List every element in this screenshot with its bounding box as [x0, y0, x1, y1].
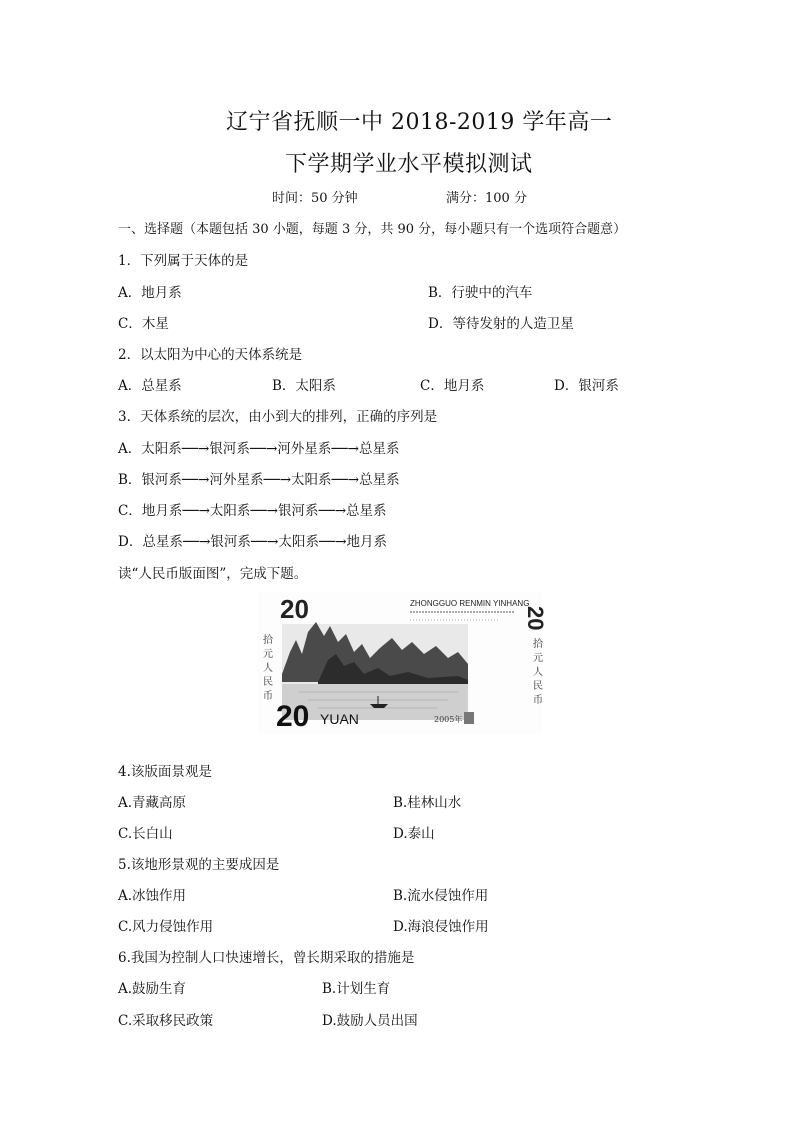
banknote-denomination-bottom: 20	[276, 700, 310, 733]
question-5-option-c: C.风力侵蚀作用	[118, 919, 214, 935]
banknote-bank-name: ZHONGGUO RENMIN YINHANG	[410, 599, 530, 608]
question-2-option-b: B．太阳系	[272, 378, 336, 394]
banknote-image	[258, 592, 548, 734]
question-2-option-c: C．地月系	[420, 378, 485, 394]
question-1-option-b: B．行驶中的汽车	[428, 285, 533, 301]
banknote-side-text-right: 拾元人民币	[530, 638, 542, 708]
question-1-option-a: A．地月系	[118, 285, 182, 301]
question-6-stem: 6.我国为控制人口快速增长，曾长期采取的措施是	[118, 950, 415, 966]
question-2-stem: 2．以太阳为中心的天体系统是	[118, 347, 303, 363]
reading-intro: 读“人民币版面图”，完成下题。	[118, 566, 308, 582]
question-4-option-d: D.泰山	[393, 826, 435, 842]
question-3-option-a: A．太阳系──→银河系──→河外星系──→总星系	[118, 441, 400, 457]
question-1-stem: 1．下列属于天体的是	[118, 253, 249, 269]
question-4-option-c: C.长白山	[118, 826, 173, 842]
exam-score: 满分：100 分	[446, 191, 527, 206]
question-6-option-b: B.计划生育	[322, 981, 391, 997]
page-title-line2: 下学期学业水平模拟测试	[285, 152, 533, 177]
question-4-option-a: A.青藏高原	[118, 795, 187, 811]
question-3-stem: 3．天体系统的层次，由小到大的排列，正确的序列是	[118, 409, 438, 425]
page-title-line1: 辽宁省抚顺一中 2018-2019 学年高一	[226, 110, 613, 135]
question-6-option-d: D.鼓励人员出国	[322, 1013, 418, 1029]
banknote-year: 2005年	[434, 715, 463, 724]
question-5-option-b: B.流水侵蚀作用	[393, 888, 489, 904]
question-1-option-c: C．木星	[118, 316, 169, 332]
question-6-option-c: C.采取移民政策	[118, 1013, 214, 1029]
exam-time: 时间：50 分钟	[272, 191, 358, 206]
question-1-option-d: D．等待发射的人造卫星	[428, 316, 574, 332]
question-3-option-b: B．银河系──→河外星系──→太阳系──→总星系	[118, 472, 400, 488]
question-3-option-c: C．地月系──→太阳系──→银河系──→总星系	[118, 503, 387, 519]
banknote-illustration	[258, 592, 548, 734]
banknote-side-text-left: 拾元人民币	[260, 634, 272, 704]
question-5-option-a: A.冰蚀作用	[118, 888, 187, 904]
question-5-option-d: D.海浪侵蚀作用	[393, 919, 489, 935]
question-2-option-a: A．总星系	[118, 378, 182, 394]
banknote-currency: YUAN	[320, 711, 359, 727]
question-4-stem: 4.该版面景观是	[118, 764, 212, 780]
section-heading: 一、选择题（本题包括 30 小题，每题 3 分，共 90 分，每小题只有一个选项符合题意）	[118, 222, 627, 237]
question-5-stem: 5.该地形景观的主要成因是	[118, 857, 280, 873]
banknote-denomination-side: 20	[523, 606, 548, 631]
question-6-option-a: A.鼓励生育	[118, 981, 187, 997]
question-4-option-b: B.桂林山水	[393, 795, 462, 811]
question-2-option-d: D．银河系	[554, 378, 619, 394]
banknote-denomination-top: 20	[280, 594, 309, 624]
question-3-option-d: D．总星系──→银河系──→太阳系──→地月系	[118, 534, 388, 550]
